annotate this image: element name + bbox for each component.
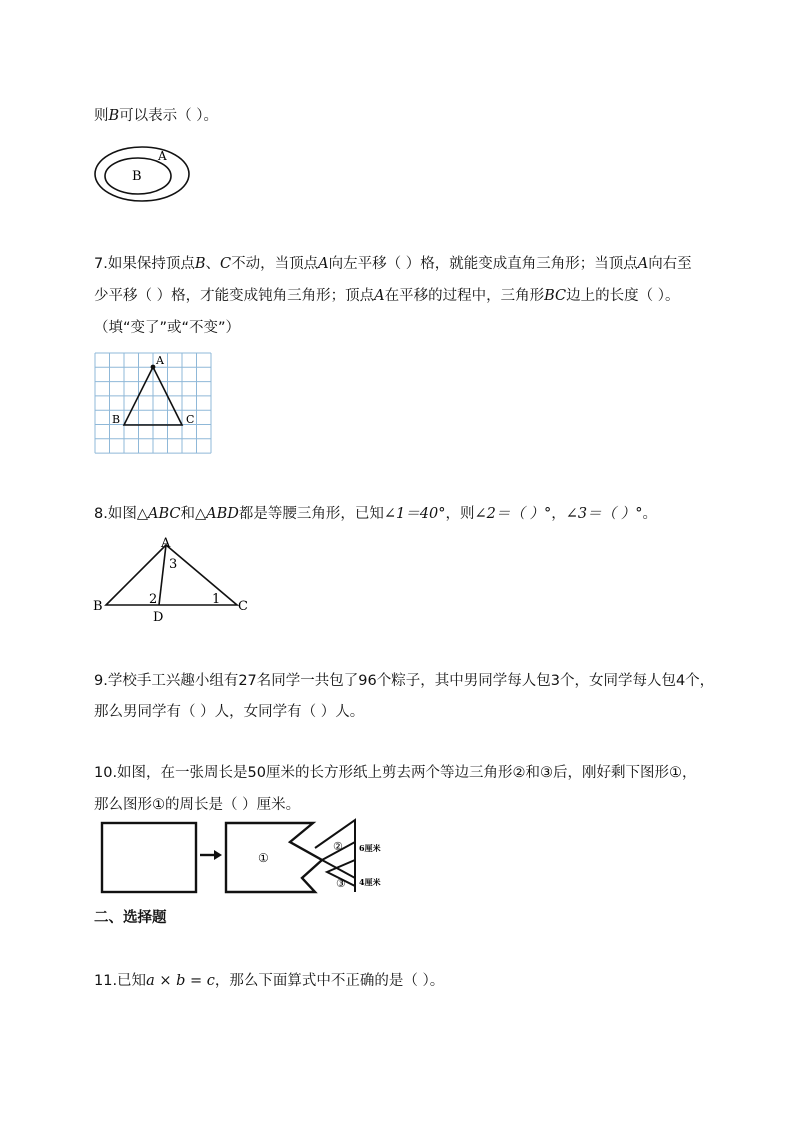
q10-paper-figure xyxy=(100,820,400,896)
q10-label-3: ③ xyxy=(336,877,346,890)
q6-text xyxy=(94,106,218,126)
q7-l1-end: 向右至 xyxy=(648,256,692,272)
q11-suffix: ，那么下面算式中不正确的是（ ）。 xyxy=(214,973,445,989)
q8-triangle-figure xyxy=(92,535,262,627)
q8-given: ∠1＝40° xyxy=(383,506,446,522)
q7-var-b: B xyxy=(194,256,206,272)
q8-label-3: 3 xyxy=(169,557,178,572)
q7-l2-mid: 在平移的过程中，三角形 xyxy=(384,288,545,304)
q9-line2: 那么男同学有（ ）人，女同学有（ ）人。 xyxy=(94,704,365,720)
q7-l2-suffix: 边上的长度（ ）。 xyxy=(566,288,680,304)
q7-var-a: A xyxy=(318,256,329,272)
q7-var-bc: BC xyxy=(544,288,567,304)
q7-line3: （填“变了”或“不变”） xyxy=(94,320,241,336)
q10-line2: 那么图形①的周长是（ ）厘米。 xyxy=(94,797,301,813)
q7-var-a2: A xyxy=(637,256,649,272)
q8-text xyxy=(94,504,657,524)
q8-prefix: 8.如图 xyxy=(94,506,137,522)
q7-line2 xyxy=(94,286,679,306)
q8-label-1: 1 xyxy=(212,592,221,607)
q6-text-before: 则 xyxy=(94,108,109,124)
q6-label-b: B xyxy=(132,169,142,184)
q8-mid3: ，则 xyxy=(445,506,475,522)
q8-mid1: 和 xyxy=(180,506,195,522)
q10-len-4: 4厘米 xyxy=(359,877,381,887)
q8-tri2: △ABD xyxy=(195,506,239,522)
q10-line1: 10.如图，在一张周长是50厘米的长方形纸上剪去两个等边三角形②和③后，刚好剩下图形①， xyxy=(94,765,697,781)
q8-end: 。 xyxy=(642,506,657,522)
q7-var-a3: A xyxy=(374,288,385,304)
q7-sep: 、 xyxy=(205,256,220,272)
section-title: 二、选择题 xyxy=(94,910,167,926)
q9-line1: 9.学校手工兴趣小组有27名同学一共包了96个粽子，其中男同学每人包3个，女同学每人包4个， xyxy=(94,673,715,689)
q8-label-c: C xyxy=(238,599,248,614)
q8-sep: ， xyxy=(551,506,566,522)
q6-text-after: 可以表示（ ）。 xyxy=(119,108,219,124)
q7-l1-mid: 不动，当顶点 xyxy=(231,256,319,272)
q7-l1-prefix: 7.如果保持顶点 xyxy=(94,256,195,272)
q11-formula: a × b = c xyxy=(146,973,215,989)
q6-ellipse-figure xyxy=(94,146,194,208)
q7-var-c: C xyxy=(220,256,232,272)
q7-l1-suffix: 向左平移（ ）格，就能变成直角三角形；当顶点 xyxy=(328,256,638,272)
q10-label-1: ① xyxy=(258,851,269,865)
q8-mid2: 都是等腰三角形，已知 xyxy=(238,506,384,522)
q6-var-b: B xyxy=(108,108,120,124)
q8-tri1: △ABC xyxy=(136,506,181,522)
q7-label-c: C xyxy=(186,413,195,426)
q7-grid-figure xyxy=(95,353,215,455)
q10-len-6: 6厘米 xyxy=(359,843,381,853)
q8-label-b: B xyxy=(93,599,103,614)
q10-label-2: ② xyxy=(333,840,343,853)
q8-label-d: D xyxy=(153,610,164,625)
q7-l2-prefix: 少平移（ ）格，才能变成钝角三角形；顶点 xyxy=(94,288,375,304)
q7-line1 xyxy=(94,254,692,274)
q7-label-a: A xyxy=(156,354,164,367)
q11-text xyxy=(94,971,444,991)
q8-label-2: 2 xyxy=(149,592,158,607)
q6-label-a: A xyxy=(158,149,167,163)
q7-label-b: B xyxy=(112,413,121,426)
q8-label-a: A xyxy=(161,536,171,551)
q8-angle3: ∠3＝（ ）° xyxy=(565,506,643,522)
q11-prefix: 11.已知 xyxy=(94,973,147,989)
q8-angle2: ∠2＝（ ）° xyxy=(474,506,552,522)
